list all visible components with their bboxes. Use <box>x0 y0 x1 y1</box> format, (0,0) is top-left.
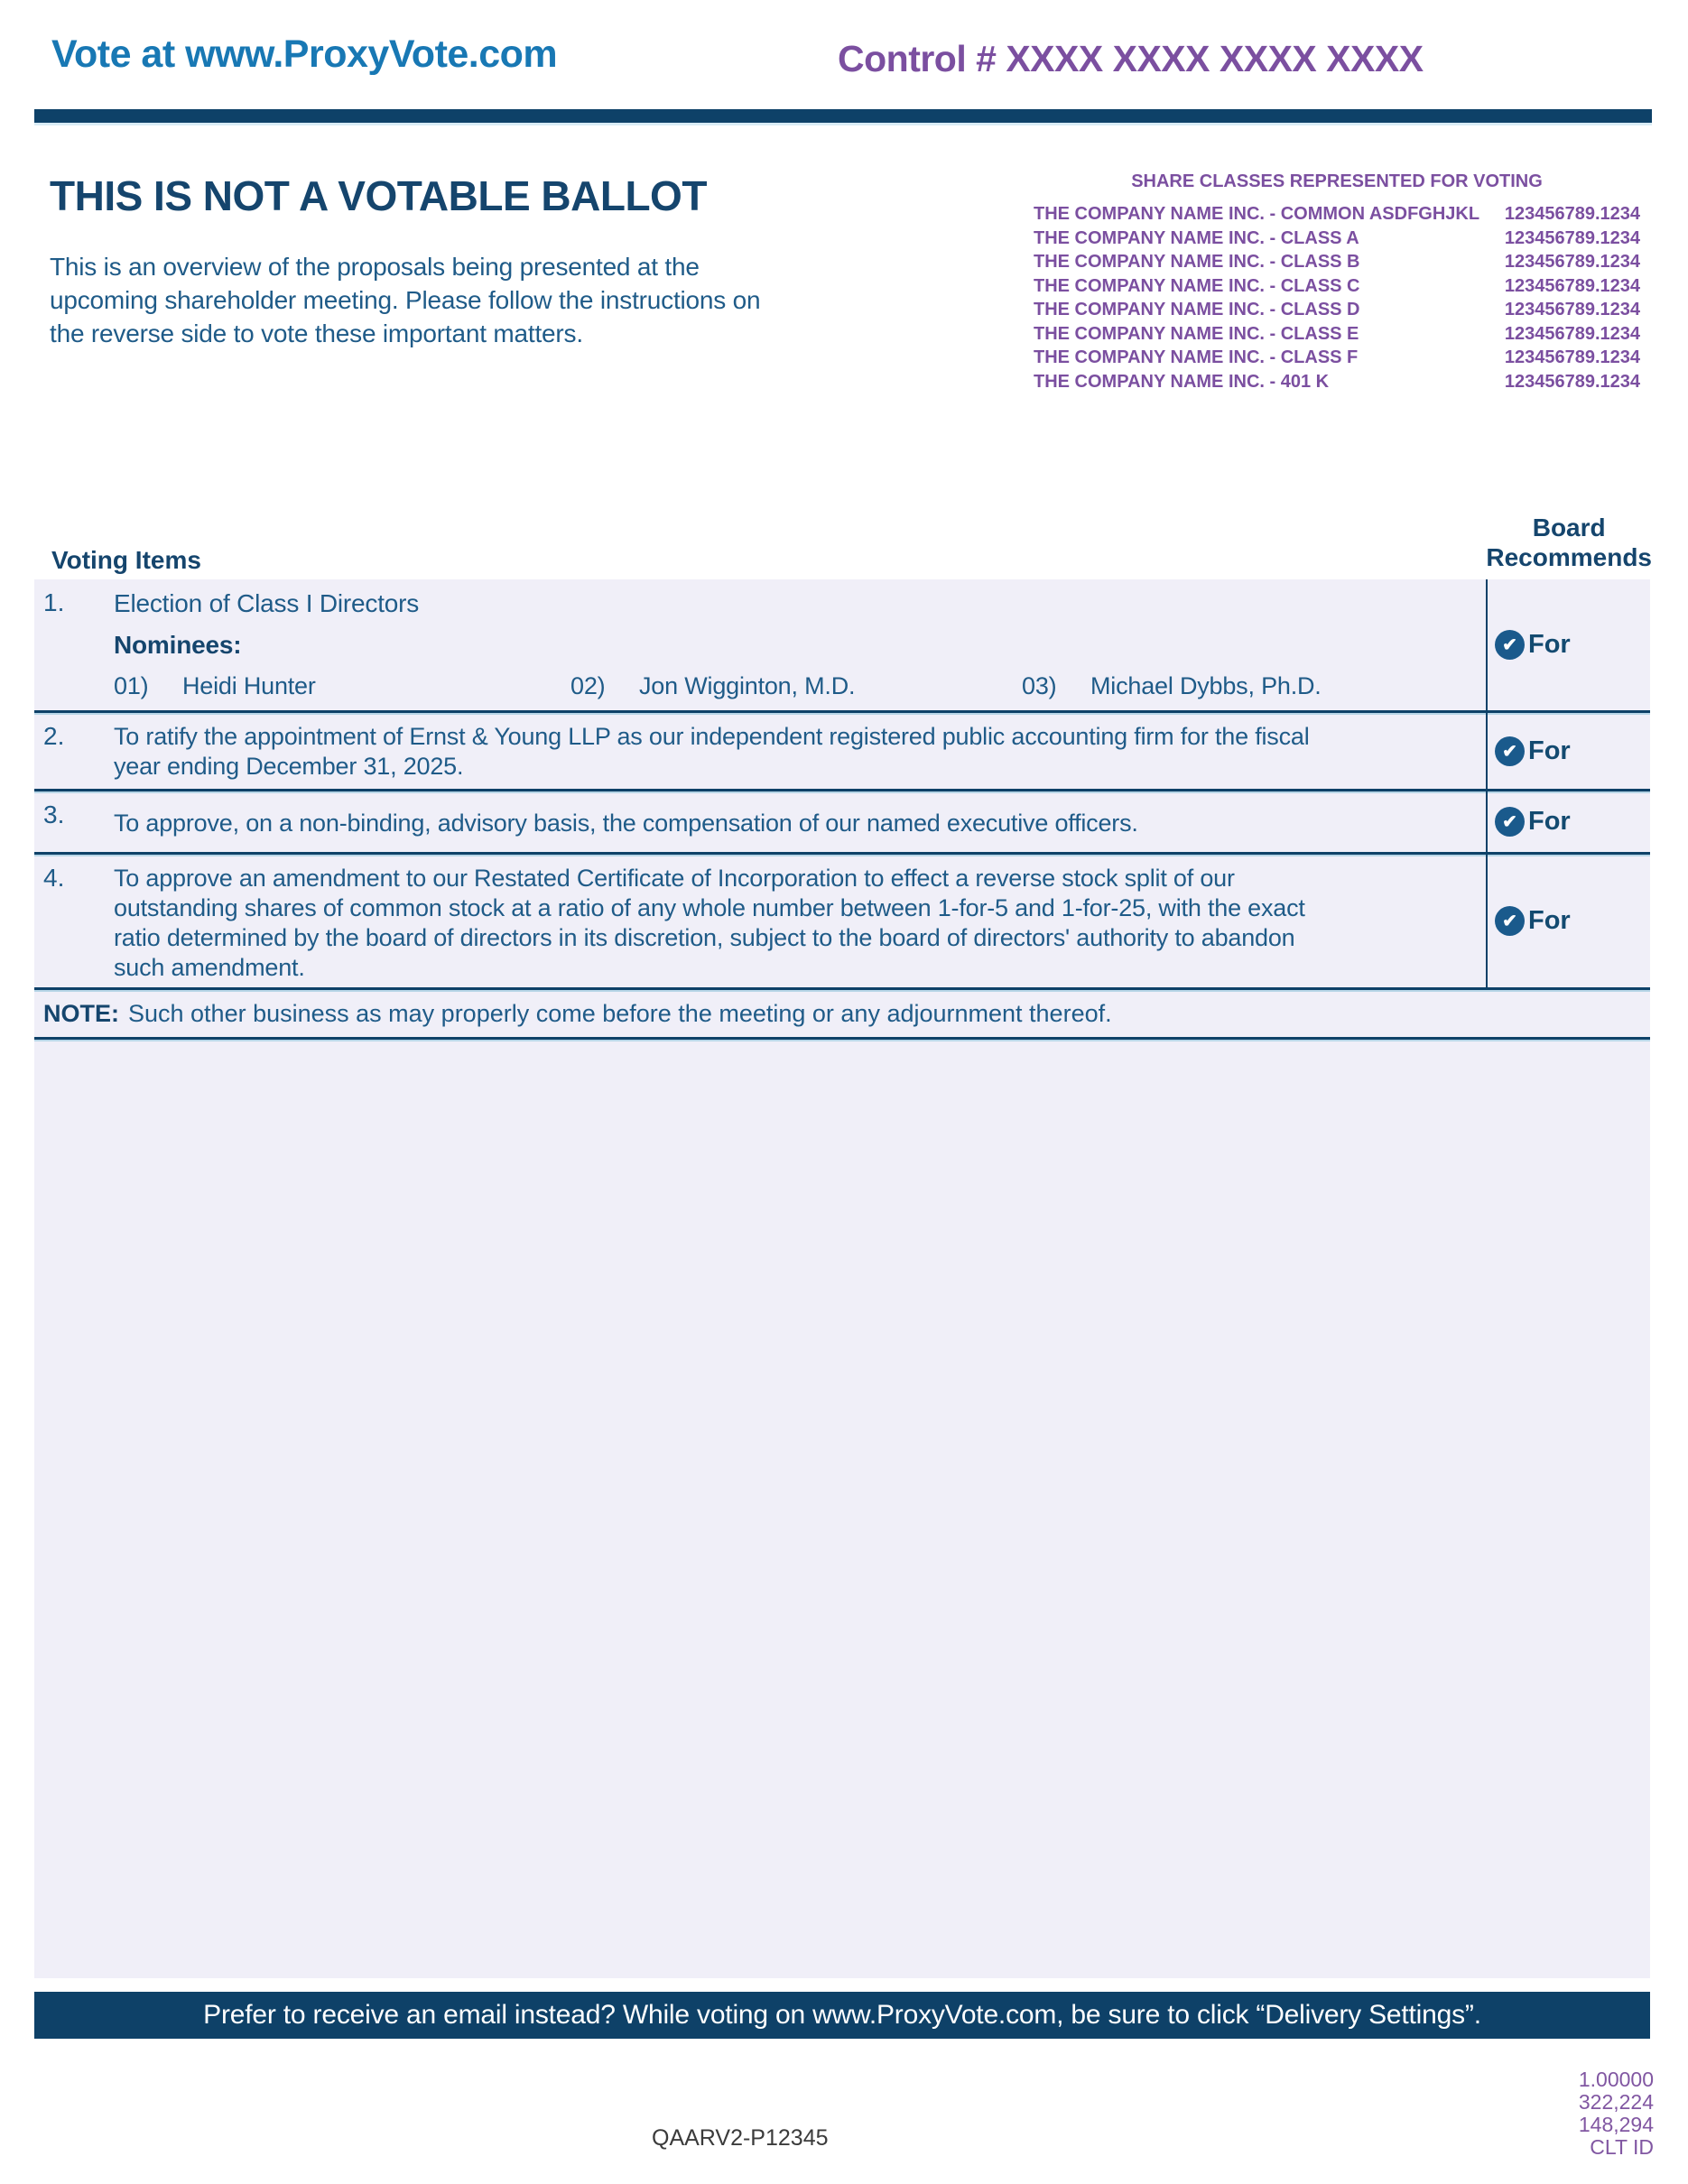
nominee-row <box>114 671 1486 701</box>
voting-items-heading: Voting Items <box>51 546 201 574</box>
item-text-line: such amendment. <box>114 954 305 981</box>
item-content <box>114 579 1486 710</box>
nominee-name: Jon Wigginton, M.D. <box>639 672 856 699</box>
voting-item-main <box>34 579 1486 710</box>
share-class-row <box>1034 227 1640 251</box>
item-text-line: To ratify the appointment of Ernst & Young LLP as our independent registered public accounting firm for the fiscal <box>114 723 1310 750</box>
share-class-row <box>1034 346 1640 370</box>
nominee <box>114 671 316 701</box>
recommendation-cell <box>1486 579 1650 710</box>
item-text-line: year ending December 31, 2025. <box>114 753 464 780</box>
header-divider-bar <box>34 109 1652 123</box>
voting-item-row-1 <box>34 579 1650 713</box>
fine-print-value: 322,224 <box>1578 2090 1654 2114</box>
share-class-name: THE COMPANY NAME INC. - CLASS B <box>1034 252 1360 272</box>
recommendation-cell <box>1486 791 1650 852</box>
nominee-number: 03) <box>1022 672 1057 699</box>
item-content <box>114 855 1486 987</box>
voting-item-row-2 <box>34 713 1650 791</box>
share-class-amount: 123456789.1234 <box>1504 227 1640 248</box>
intro-line: upcoming shareholder meeting. Please follow the instructions on <box>50 286 761 314</box>
recommendation-label: For <box>1528 906 1571 935</box>
share-class-row <box>1034 274 1640 299</box>
share-class-amount: 123456789.1234 <box>1504 323 1640 344</box>
share-class-name: THE COMPANY NAME INC. - CLASS F <box>1034 347 1359 367</box>
page-title: THIS IS NOT A VOTABLE BALLOT <box>50 172 707 219</box>
fine-print-right-column <box>1579 2068 1654 2159</box>
check-circle-icon: ✔ <box>1495 630 1525 660</box>
share-class-name: THE COMPANY NAME INC. - CLASS A <box>1034 227 1359 248</box>
voting-item-main <box>34 791 1486 852</box>
share-class-row <box>1034 250 1640 274</box>
item-number: 1. <box>43 588 65 616</box>
voting-item-row-4 <box>34 855 1650 990</box>
nominee <box>1022 671 1322 701</box>
item-number: 3. <box>43 800 65 828</box>
form-code: QAARV2-P12345 <box>652 2125 829 2151</box>
proxyvote-link[interactable]: Vote at www.ProxyVote.com <box>51 32 558 76</box>
item-number: 2. <box>43 722 65 750</box>
board-recommends-heading <box>1486 513 1652 572</box>
share-class-name: THE COMPANY NAME INC. - 401 K <box>1034 371 1330 392</box>
voting-item-row-3 <box>34 791 1650 855</box>
intro-line: the reverse side to vote these important matters. <box>50 319 583 347</box>
nominee-name: Michael Dybbs, Ph.D. <box>1090 672 1322 699</box>
share-class-amount: 123456789.1234 <box>1504 275 1640 296</box>
nominee-number: 01) <box>114 672 149 699</box>
share-class-row <box>1034 202 1640 227</box>
board-recommends-line: Board <box>1532 514 1606 541</box>
nominee-name: Heidi Hunter <box>182 672 316 699</box>
item-text-line: To approve, on a non-binding, advisory basis, the compensation of our named executive officers. <box>114 810 1138 837</box>
nominee <box>570 671 855 701</box>
intro-line: This is an overview of the proposals being presented at the <box>50 253 700 281</box>
nominee-number: 02) <box>570 672 606 699</box>
voting-item-main <box>34 855 1486 987</box>
share-class-name: THE COMPANY NAME INC. - CLASS C <box>1034 275 1360 296</box>
recommendation-label: For <box>1528 630 1571 659</box>
fine-print-value: 1.00000 <box>1578 2068 1654 2091</box>
note-text: Such other business as may properly come before the meeting or any adjournment thereof. <box>128 1000 1112 1027</box>
share-class-row <box>1034 298 1640 322</box>
banner-text: Prefer to receive an email instead? While voting on www.ProxyVote.com, be sure to click “Delivery Settings”. <box>203 2000 1481 2030</box>
note-row <box>34 990 1650 1040</box>
share-class-amount: 123456789.1234 <box>1504 252 1640 272</box>
nominees-label: Nominees: <box>114 631 242 659</box>
item-content <box>114 791 1486 852</box>
control-number: Control # XXXX XXXX XXXX XXXX <box>838 38 1424 79</box>
check-circle-icon: ✔ <box>1495 807 1525 837</box>
item-text-line: ratio determined by the board of directors in its discretion, subject to the board of directors' authority to abandon <box>114 924 1295 951</box>
share-class-name: THE COMPANY NAME INC. - CLASS D <box>1034 300 1360 319</box>
delivery-settings-banner <box>34 1992 1650 2039</box>
share-class-amount: 123456789.1234 <box>1504 347 1640 367</box>
recommendation-label: For <box>1528 736 1571 765</box>
board-recommends-line: Recommends <box>1486 543 1652 571</box>
item-number: 4. <box>43 864 65 892</box>
share-class-amount: 123456789.1234 <box>1504 371 1640 392</box>
item-title: Election of Class I Directors <box>114 589 420 617</box>
item-text-line: outstanding shares of common stock at a ratio of any whole number between 1-for-5 and 1-for-25, with the exact <box>114 894 1305 921</box>
share-class-row <box>1034 370 1640 394</box>
note-label: NOTE: <box>43 1000 119 1027</box>
share-classes-panel <box>1034 171 1640 393</box>
voting-item-main <box>34 713 1486 789</box>
fine-print-value: 148,294 <box>1578 2113 1654 2136</box>
voting-table <box>34 579 1650 1978</box>
fine-print-value: CLT ID <box>1590 2135 1654 2159</box>
recommendation-cell <box>1486 713 1650 789</box>
check-circle-icon: ✔ <box>1495 906 1525 936</box>
intro-paragraph <box>50 250 760 350</box>
share-class-amount: 123456789.1234 <box>1504 204 1640 224</box>
share-class-name: THE COMPANY NAME INC. - COMMON ASDFGHJKL <box>1034 204 1480 224</box>
share-classes-heading: SHARE CLASSES REPRESENTED FOR VOTING <box>1131 171 1543 191</box>
item-content <box>114 713 1486 789</box>
item-text-line: To approve an amendment to our Restated Certificate of Incorporation to effect a reverse stock split of our <box>114 865 1235 892</box>
recommendation-cell <box>1486 855 1650 987</box>
check-circle-icon: ✔ <box>1495 736 1525 766</box>
recommendation-label: For <box>1528 807 1571 836</box>
share-class-row <box>1034 322 1640 347</box>
share-class-amount: 123456789.1234 <box>1504 300 1640 319</box>
share-class-name: THE COMPANY NAME INC. - CLASS E <box>1034 323 1359 344</box>
